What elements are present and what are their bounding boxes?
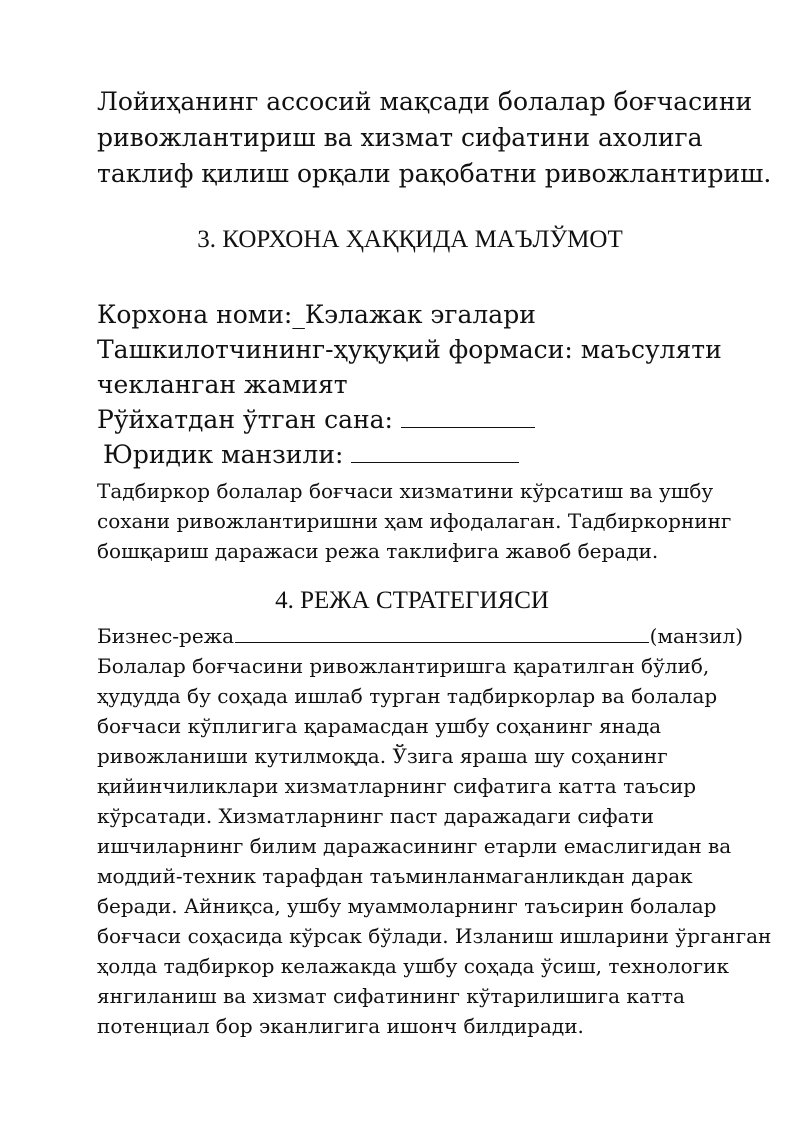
- intro-line: Лойиҳанинг ассосий мақсади болалар боғчасини: [97, 87, 753, 116]
- section-3-paragraph: [97, 476, 757, 566]
- intro-paragraph: [97, 84, 777, 192]
- registration-date-row: [97, 402, 777, 437]
- paragraph-line: моддий-техник тарафдан таъминланмаганликдан дарак: [97, 864, 693, 888]
- intro-line: ривожлантириш ва хизмат сифатини ахолига: [97, 123, 703, 152]
- paragraph-line: бошқариш даражаси режа таклифига жавоб беради.: [97, 539, 659, 563]
- legal-address-blank: [351, 440, 519, 463]
- legal-form-line-cont: чекланган жамият: [97, 370, 348, 399]
- paragraph-line: ҳудудда бу соҳада ишлаб турган тадбиркорлар ва болалар: [97, 684, 718, 708]
- section-4-body: [97, 621, 772, 1041]
- paragraph-line: беради. Айниқса, ушбу муаммоларнинг таъсирин болалар: [97, 894, 717, 918]
- business-plan-suffix: (манзил): [649, 624, 743, 648]
- legal-form-line: Ташкилотчининг-ҳуқуқий формаси: маъсуляти: [97, 335, 722, 364]
- paragraph-line: ривожланиши кутилмоқда. Ўзига яраша шу соҳанинг: [97, 744, 668, 768]
- paragraph-line: боғчаси соҳасида кўрсак бўлади. Изланиш ишларини ўрганган: [97, 924, 772, 948]
- paragraph-line: ҳолда тадбиркор келажакда ушбу соҳада ўсиш, технологик: [97, 954, 729, 978]
- intro-line: таклиф қилиш орқали рақобатни ривожлантириш.: [97, 159, 772, 188]
- legal-address-label: Юридик манзили:: [103, 440, 344, 469]
- legal-address-row: [97, 437, 777, 472]
- paragraph-line: потенциал бор эканлигига ишонч билдиради.: [97, 1014, 584, 1038]
- paragraph-line: Тадбиркор болалар боғчаси хизматини кўрсатиш ва ушбу: [97, 479, 714, 503]
- paragraph-line: қийинчиликлари хизматларнинг сифатига катта таъсир: [97, 774, 697, 798]
- business-plan-label: Бизнес-режа: [97, 624, 235, 648]
- paragraph-line: сохани ривожлантиришни ҳам ифодалаган. Тадбиркорнинг: [97, 509, 732, 533]
- paragraph-line: боғчаси кўплигига қарамасдан ушбу соҳанинг янада: [97, 714, 662, 738]
- company-info: [97, 297, 777, 472]
- registration-date-blank: [401, 405, 535, 428]
- business-plan-blank: [235, 622, 649, 643]
- section-4-heading: 4. РЕЖА СТРАТЕГИЯСИ: [275, 587, 549, 614]
- paragraph-line: янгиланиш ва хизмат сифатининг кўтарилишига катта: [97, 984, 685, 1008]
- paragraph-line: кўрсатади. Хизматларнинг паст даражадаги сифати: [97, 804, 654, 828]
- section-3-heading: 3. КОРХОНА ҲАҚҚИДА МАЪЛЎМОТ: [197, 226, 623, 253]
- paragraph-line: ишчиларнинг билим даражасининг етарли емаслигидан ва: [97, 834, 732, 858]
- registration-date-label: Рўйхатдан ўтган сана:: [97, 405, 393, 434]
- business-plan-line: [97, 621, 743, 651]
- paragraph-line: Болалар боғчасини ривожлантиришга қаратилган бўлиб,: [97, 654, 710, 678]
- company-name-line: Корхона номи:_Кэлажак эгалари: [97, 300, 536, 329]
